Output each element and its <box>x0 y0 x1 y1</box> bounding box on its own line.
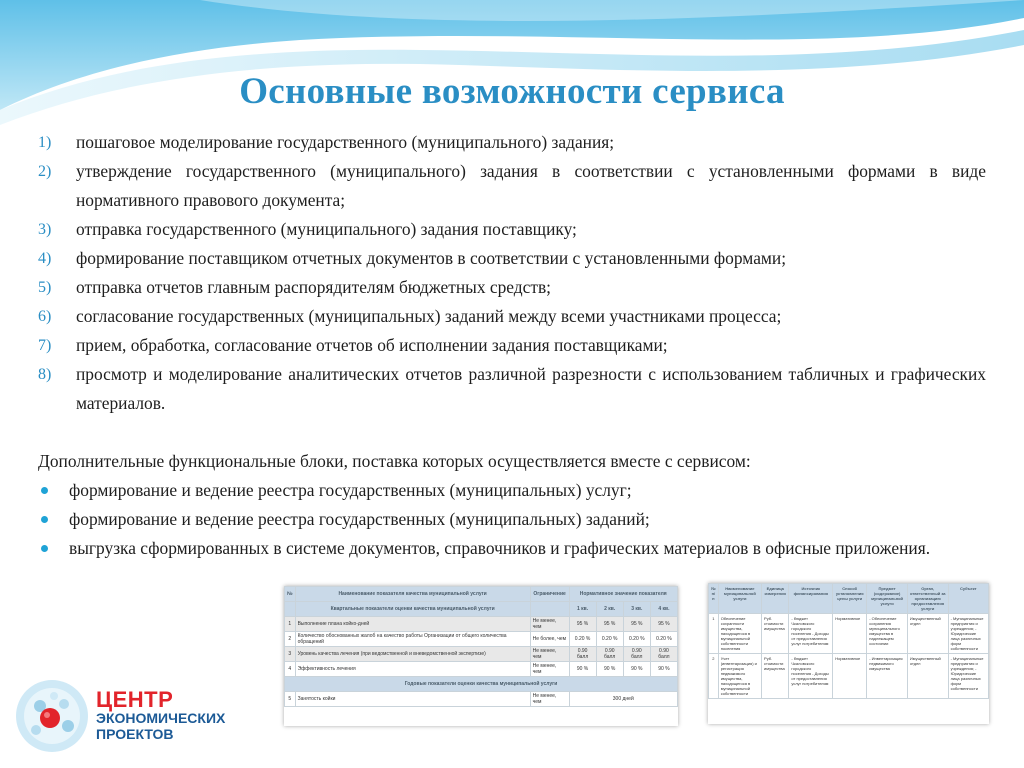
item-text: прием, обработка, согласование отчетов об исполнении задания поставщиками; <box>76 335 668 355</box>
quarter-label: 2 кв. <box>596 602 623 617</box>
quality-table <box>284 586 678 707</box>
bullet-item <box>38 476 986 505</box>
list-item <box>38 302 986 331</box>
item-number: 8) <box>38 366 52 383</box>
bullet-item <box>38 534 986 563</box>
table-section-label: Квартальные показатели оценки качества муниципальной услуги <box>295 602 530 617</box>
quarter-label: 3 кв. <box>623 602 650 617</box>
table-row: 4 Эффективность лечения Не менее, чем 90 % 90 % 90 % 90 % <box>285 662 678 677</box>
table-header-cell: № <box>285 587 296 602</box>
item-number: 3) <box>38 221 52 238</box>
additional-blocks <box>38 447 986 563</box>
bullet-text: выгрузка сформированных в системе документов, справочников и графических материалов в офисные приложения. <box>69 538 931 558</box>
table-row: 1 Обеспечение сохранности имущества, находящегося в муниципальной собственности поселения Руб. стоимости имущества - бюджет Чкаловского городского поселения - Доходы от предоставления услуг потребителям Нормативное - Обеспечение сохранения муниципального имущества в надлежащем состоянии Имущественный отдел - Муниципальные предприятия и учреждения; - Юридические лица различных форм собственности <box>709 614 989 654</box>
logo-line-1: ЦЕНТР <box>96 687 174 712</box>
logo-line-3: ПРОЕКТОВ <box>96 726 174 742</box>
item-number: 6) <box>38 308 52 325</box>
logo-line-2: ЭКОНОМИЧЕСКИХ <box>96 710 226 726</box>
list-item <box>38 244 986 273</box>
services-registry-table-image <box>708 583 989 724</box>
list-item <box>38 215 986 244</box>
item-number: 1) <box>38 134 52 151</box>
item-number: 7) <box>38 337 52 354</box>
additional-heading: Дополнительные функциональные блоки, поставка которых осуществляется вместе с сервисом: <box>38 451 751 471</box>
table-header-cell: Наименование показателя качества муниципальной услуги <box>295 587 530 602</box>
quality-indicators-table-image <box>284 586 678 726</box>
item-text: утверждение государственного (муниципального) задания в соответствии с установленными формами в виде нормативного правового документа; <box>76 161 986 210</box>
table-header-cell: Ограничение <box>530 587 569 602</box>
item-number: 2) <box>38 163 52 180</box>
bullet-item <box>38 505 986 534</box>
list-item <box>38 273 986 302</box>
logo-text <box>96 687 226 742</box>
bullet-icon <box>38 505 69 534</box>
list-item <box>38 360 986 418</box>
item-number: 4) <box>38 250 52 267</box>
item-text: согласование государственных (муниципальных) заданий между всеми участниками процесса; <box>76 306 782 326</box>
table-row: 1 Выполнение плана койко-дней Не менее, чем 95 % 95 % 95 % 95 % <box>285 617 678 632</box>
table-header-cell: Нормативное значение показателя <box>569 587 677 602</box>
quarter-label: 4 кв. <box>650 602 677 617</box>
list-item <box>38 157 986 215</box>
table-row: 2 Количество обоснованных жалоб на качество работы Организации от общего количества обращений Не более, чем 0.20 % 0.20 % 0.20 % 0.20 % <box>285 632 678 647</box>
bullet-text: формирование и ведение реестра государственных (муниципальных) услуг; <box>69 480 632 500</box>
item-text: просмотр и моделирование аналитических отчетов различной разрезности с использованием табличных и графических материалов. <box>76 364 986 413</box>
item-text: отправка отчетов главным распорядителям бюджетных средств; <box>76 277 551 297</box>
table-row: 5 Занятость койки Не менее, чем 300 дней <box>285 692 678 707</box>
bullet-text: формирование и ведение реестра государственных (муниципальных) заданий; <box>69 509 650 529</box>
item-text: формирование поставщиком отчетных документов в соответствии с установленными формами; <box>76 248 787 268</box>
list-item <box>38 331 986 360</box>
table-section-label: Годовые показатели оценки качества муниципальной услуги <box>285 677 678 692</box>
services-table: № п/п Наименование муниципальной услуги Единица измерения Источник финансирования Способ установления цены услуги Предмет (содержание) муниципальной услуги Орган, ответственный за организацию предоставления услуги Субъект 1 Обеспечение сохранности имущества, находящегося в муниципальной собственности поселения Руб. стоимости имущества - бюджет Чкаловского городского поселения - Доходы от предоставления услуг потребителям Нормативное - Обеспечение сохранения муниципального имущества в надлежащем состоянии Имущественный отдел - Муниципальные предприятия и учреждения; - Юридические лица различных форм собственности 2 Учет (инвентаризация) и регистрация недвижимого имущества, находящегося в муниципальной собственности Руб. стоимости имущества - бюджет Чкаловского городского поселения - Доходы от предоставления услуг потребителям Нормативное - Инвентаризация недвижимого имущества Имущественный отдел - Муниципальные предприятия и учреждения; - Юридические лица различных форм собственности <box>708 583 989 699</box>
quarter-label: 1 кв. <box>569 602 596 617</box>
item-number: 5) <box>38 279 52 296</box>
item-text: отправка государственного (муниципального) задания поставщику; <box>76 219 577 239</box>
item-text: пошаговое моделирование государственного (муниципального) задания; <box>76 132 615 152</box>
features-list <box>38 128 986 418</box>
slide-title: Основные возможности сервиса <box>239 71 785 112</box>
bullet-icon <box>38 534 69 563</box>
table-row: 3 Уровень качества лечения (при ведомственной и вневедомственной экспертизе) Не менее, чем 0.90 балл 0.90 балл 0.90 балл 0.90 балл <box>285 647 678 662</box>
list-item <box>38 128 986 157</box>
bullet-icon <box>38 476 69 505</box>
table-row: 2 Учет (инвентаризация) и регистрация недвижимого имущества, находящегося в муниципальной собственности Руб. стоимости имущества - бюджет Чкаловского городского поселения - Доходы от предоставления услуг потребителям Нормативное - Инвентаризация недвижимого имущества Имущественный отдел - Муниципальные предприятия и учреждения; - Юридические лица различных форм собственности <box>709 654 989 699</box>
